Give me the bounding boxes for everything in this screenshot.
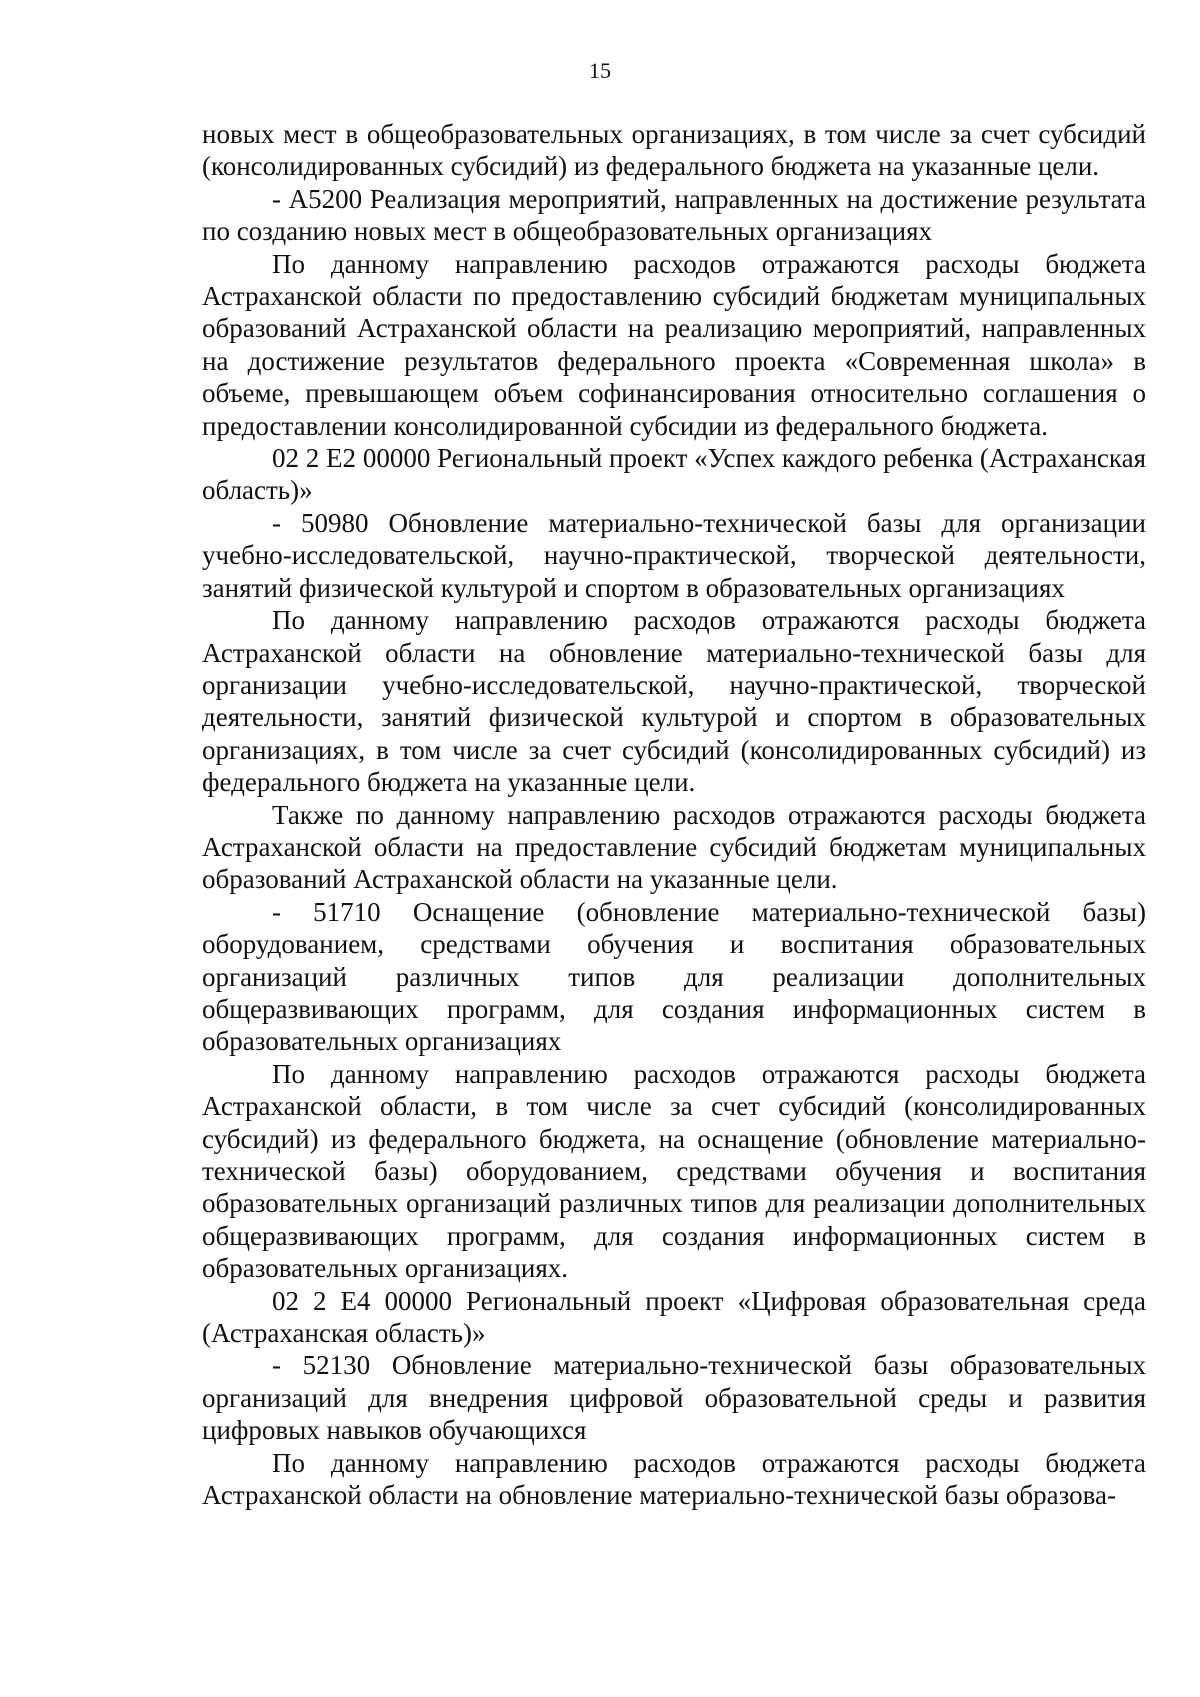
project-heading-e4: 02 2 Е4 00000 Региональный проект «Цифровая образовательная среда (Астраханская область)» xyxy=(202,1285,1146,1349)
paragraph-continuation: новых мест в общеобразовательных организациях, в том числе за счет субсидий (консолидированных субсидий) из федерального бюджета на указанные цели. xyxy=(202,119,1146,182)
expense-item-51710: - 51710 Оснащение (обновление материально-технической базы) оборудованием, средствами обучения и воспитания образовательных организаций различных типов для реализации дополнительных общеразвивающих программ, для создания информационных систем в образовательных организациях xyxy=(202,896,1146,1057)
expense-item-a5200: - А5200 Реализация мероприятий, направленных на достижение результата по созданию новых мест в общеобразовательных организациях xyxy=(202,183,1146,247)
paragraph-50980-additional: Также по данному направлению расходов отражаются расходы бюджета Астраханской области на предоставление субсидий бюджетам муниципальных образований Астраханской области на указанные цели. xyxy=(202,799,1146,895)
paragraph-50980-description: По данному направлению расходов отражаются расходы бюджета Астраханской области на обновление материально-технической базы для организации учебно-исследовательской, научно-практической, творческой деятельности, занятий физической культурой и спортом в образовательных организациях, в том числе за счет субсидий (консолидированных субсидий) из федерального бюджета на указанные цели. xyxy=(202,605,1146,798)
paragraph-a5200-description: По данному направлению расходов отражаются расходы бюджета Астраханской области по предоставлению субсидий бюджетам муниципальных образований Астраханской области на реализацию мероприятий, направленных на достижение результатов федерального проекта «Современная школа» в объеме, превышающем объем софинансирования относительно соглашения о предоставлении консолидированной субсидии из федерального бюджета. xyxy=(202,248,1146,441)
expense-item-52130: - 52130 Обновление материально-технической базы образовательных организаций для внедрения цифровой образовательной среды и развития цифровых навыков обучающихся xyxy=(202,1350,1146,1446)
paragraph-52130-description: По данному направлению расходов отражаются расходы бюджета Астраханской области на обновление материально-технической базы образова- xyxy=(202,1447,1146,1511)
document-body xyxy=(202,118,1146,1511)
project-heading-e2: 02 2 Е2 00000 Региональный проект «Успех каждого ребенка (Астраханская область)» xyxy=(202,443,1146,506)
expense-item-50980: - 50980 Обновление материально-технической базы для организации учебно-исследовательской, научно-практической, творческой деятельности, занятий физической культурой и спортом в образовательных организациях xyxy=(202,507,1146,603)
paragraph-51710-description: По данному направлению расходов отражаются расходы бюджета Астраханской области, в том числе за счет субсидий (консолидированных субсидий) из федерального бюджета, на оснащение (обновление материально-технической базы) оборудованием, средствами обучения и воспитания образовательных организаций различных типов для реализации дополнительных общеразвивающих программ, для создания информационных систем в образовательных организациях. xyxy=(202,1058,1146,1284)
page-number: 15 xyxy=(589,58,611,83)
